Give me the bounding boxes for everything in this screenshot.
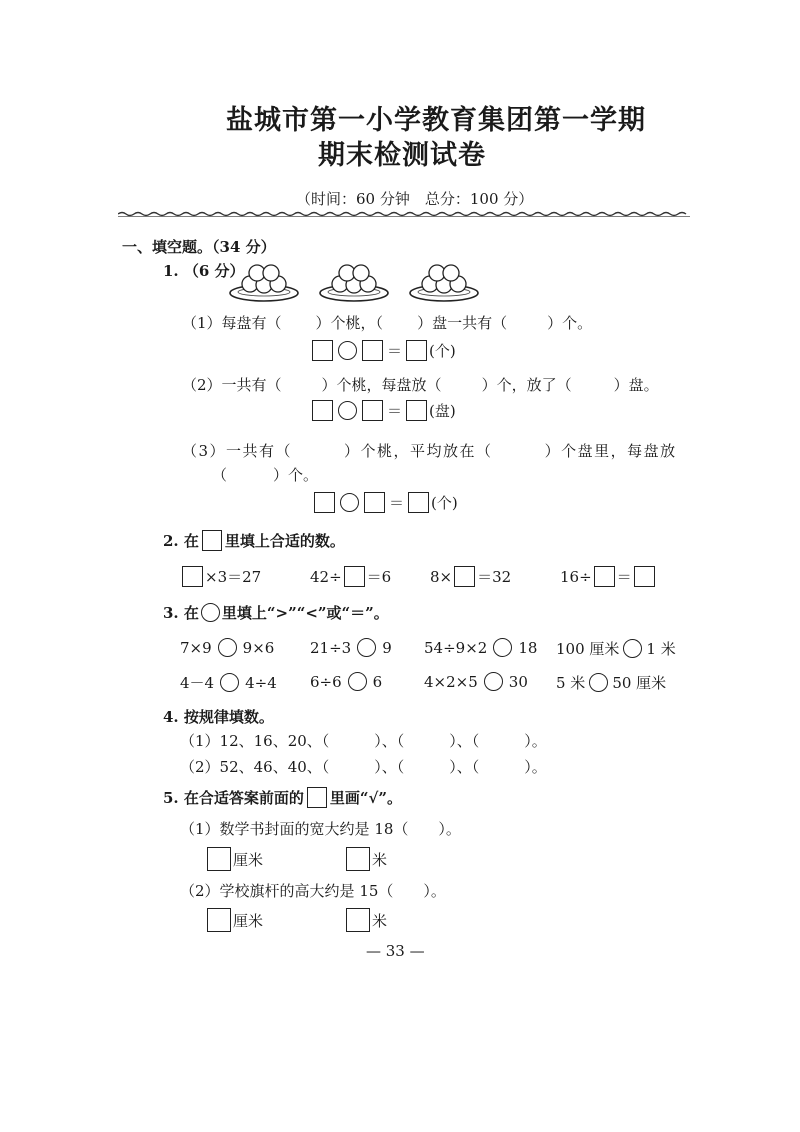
q5-option-cm: 厘米 [205, 908, 263, 932]
checkbox[interactable] [207, 908, 231, 932]
q1-part3-equation: ＝ (个) [312, 492, 458, 513]
page-title-line2: 期末检测试卷 [318, 140, 486, 171]
q2-expr-1: ×3＝27 [180, 566, 261, 587]
q1-part2-equation: ＝ (盘) [310, 400, 456, 421]
q5-option-m: 米 [344, 847, 387, 871]
section-heading: 一、填空题。（34 分） [122, 238, 276, 256]
answer-box[interactable] [406, 340, 427, 361]
q1-part1-line: （1）每盘有（ ）个桃，（ ）盘一共有（ ）个。 [182, 314, 593, 332]
q2-expr-2: 42÷ ＝6 [310, 567, 392, 586]
answer-box[interactable] [594, 566, 615, 587]
answer-box[interactable] [362, 400, 383, 421]
q3-label: 3. 在 里填上“>”“<”或“＝”。 [163, 604, 389, 622]
q5-question-1: （1）数学书封面的宽大约是 18（ ）。 [180, 820, 461, 838]
answer-box[interactable] [314, 492, 335, 513]
checkbox[interactable] [346, 847, 370, 871]
q1-part3-line2: （ ）个。 [212, 466, 319, 484]
q5-option-m: 米 [344, 908, 387, 932]
answer-box[interactable] [312, 400, 333, 421]
answer-box[interactable] [312, 340, 333, 361]
q3-compare-item: 100 厘米 1 米 [556, 640, 676, 658]
q3-compare-item: 7×9 9×6 [180, 638, 275, 657]
compare-circle[interactable] [623, 639, 642, 658]
compare-circle[interactable] [348, 672, 367, 691]
q1-label: 1. （6 分） [163, 262, 245, 280]
checkbox[interactable] [346, 908, 370, 932]
q3-compare-item: 6÷6 6 [310, 672, 383, 691]
q3-compare-item: 21÷3 9 [310, 638, 392, 657]
answer-box[interactable] [406, 400, 427, 421]
q2-expr-4: 16÷ ＝ [560, 566, 657, 587]
answer-box[interactable] [182, 566, 203, 587]
exam-info: （时间：60 分钟 总分：100 分） [296, 190, 534, 208]
page-number: — 33 — [366, 942, 425, 960]
page-title-line1: 盐城市第一小学教育集团第一学期 [226, 105, 646, 136]
operator-circle[interactable] [338, 341, 357, 360]
compare-circle[interactable] [357, 638, 376, 657]
q4-sequence-1: （1）12、16、20、（ ）、（ ）、（ ）。 [180, 732, 547, 750]
q4-sequence-2: （2）52、46、40、（ ）、（ ）、（ ）。 [180, 758, 547, 776]
q5-label: 5. 在合适答案前面的 里画“√”。 [163, 789, 403, 807]
compare-circle[interactable] [589, 673, 608, 692]
box-symbol-icon [202, 530, 222, 551]
circle-symbol-icon [201, 603, 220, 622]
q3-compare-item: 4×2×5 30 [424, 672, 528, 691]
q1-part2-line: （2）一共有（ ）个桃，每盘放（ ）个，放了（ ）盘。 [182, 376, 659, 394]
peach-plate-icon [408, 258, 480, 304]
q4-label: 4. 按规律填数。 [163, 708, 274, 726]
q1-part3-line: （3）一共有（ ）个桃，平均放在（ ）个盘里，每盘放 [182, 442, 677, 460]
peach-plate-icon [318, 258, 390, 304]
compare-circle[interactable] [218, 638, 237, 657]
q5-question-2: （2）学校旗杆的高大约是 15（ ）。 [180, 882, 446, 900]
operator-circle[interactable] [338, 401, 357, 420]
answer-box[interactable] [364, 492, 385, 513]
answer-box[interactable] [344, 566, 365, 587]
compare-circle[interactable] [220, 673, 239, 692]
q3-compare-item: 54÷9×2 18 [424, 638, 538, 657]
peach-plate-icon [228, 258, 300, 304]
q1-part1-equation: ＝ (个) [310, 340, 456, 361]
q2-expr-3: 8× ＝32 [430, 567, 512, 586]
q5-option-cm: 厘米 [205, 847, 263, 871]
answer-box[interactable] [634, 566, 655, 587]
answer-box[interactable] [408, 492, 429, 513]
compare-circle[interactable] [484, 672, 503, 691]
q3-compare-item: 5 米 50 厘米 [556, 674, 667, 692]
compare-circle[interactable] [493, 638, 512, 657]
box-symbol-icon [307, 787, 327, 808]
checkbox[interactable] [207, 847, 231, 871]
q2-label: 2. 在 里填上合适的数。 [163, 532, 345, 550]
decorative-divider [118, 211, 690, 217]
q3-compare-item: 4－4 4÷4 [180, 673, 277, 692]
answer-box[interactable] [362, 340, 383, 361]
operator-circle[interactable] [340, 493, 359, 512]
answer-box[interactable] [454, 566, 475, 587]
